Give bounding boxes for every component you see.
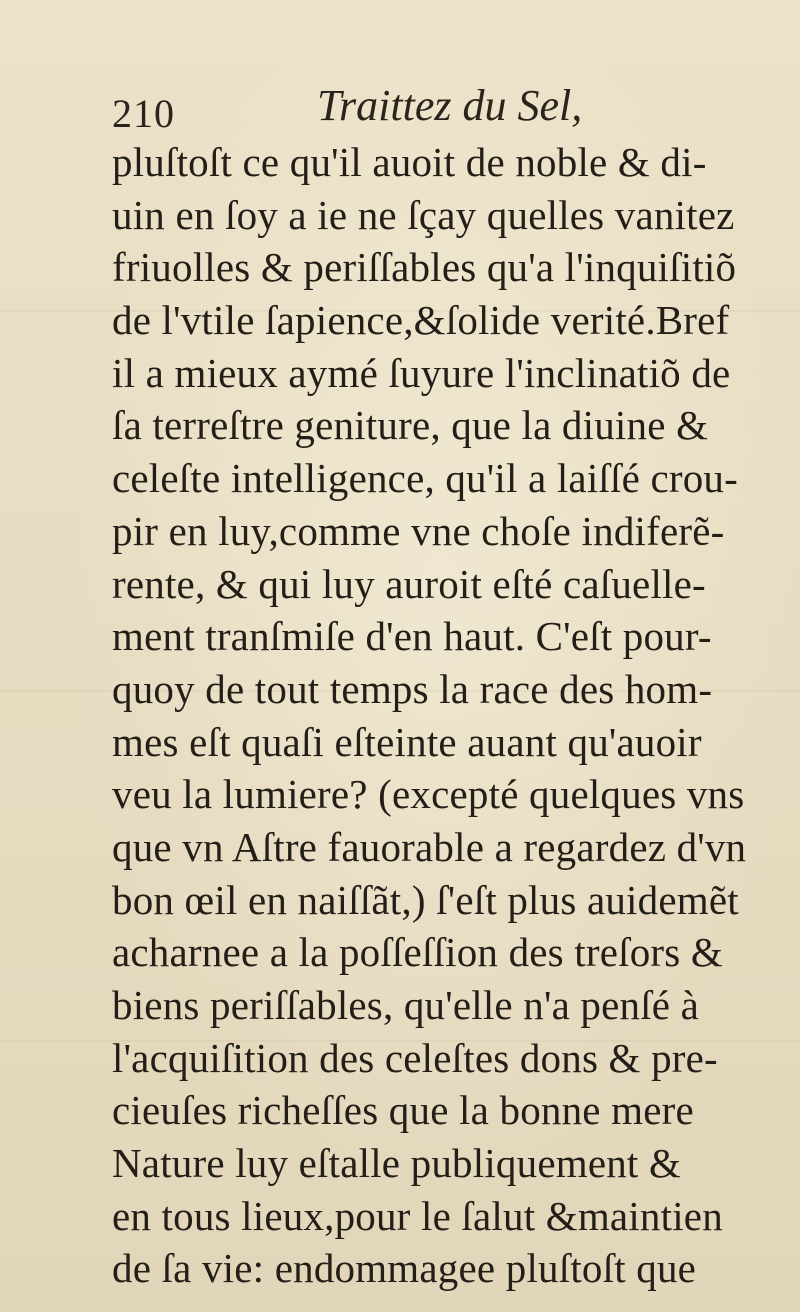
text-line: rente, & qui luy auroit eſté caſuelle-	[112, 560, 706, 607]
body-text	[112, 136, 762, 1295]
text-line: ment tranſmiſe d'en haut. C'eſt pour-	[112, 613, 712, 660]
text-line: de ſa vie: endommagee pluſtoſt que	[112, 1245, 697, 1292]
text-line: biens periſſables, qu'elle n'a penſé à	[112, 982, 700, 1028]
text-line: celeſte intelligence, qu'il a laiſſé crou-	[112, 455, 738, 502]
page-number: 210	[112, 91, 175, 136]
text-line: pluſtoſt ce qu'il auoit de noble & di-	[112, 139, 707, 185]
text-line: mes eſt quaſi eſteinte auant qu'auoir	[112, 718, 702, 765]
text-line: que vn Aſtre fauorable a regardez d'vn	[112, 823, 747, 870]
text-line: de l'vtile ſapience,&ſolide verité.Bref	[112, 297, 730, 344]
text-line: Nature luy eſtalle publiquement &	[112, 1140, 682, 1187]
text-line: uin en ſoy a ie ne ſçay quelles vanitez	[112, 191, 735, 238]
text-line: veu la lumiere? (excepté quelques vns	[112, 771, 745, 818]
text-line: cieuſes richeſſes que la bonne mere	[112, 1087, 694, 1134]
text-line: en tous lieux,pour le ſalut &maintien	[112, 1192, 723, 1239]
running-head: Traittez du Sel,	[317, 81, 583, 130]
page-header	[112, 80, 672, 136]
text-line: ſa terreſtre geniture, que la diuine &	[112, 402, 709, 449]
text-line: quoy de tout temps la race des hom-	[112, 665, 713, 712]
text-line: bon œil en naiſſãt,) ſ'eſt plus auidemẽt	[112, 876, 739, 923]
text-line: friuolles & periſſables qu'a l'inquiſitiõ	[112, 244, 737, 291]
text-line: pir en luy,comme vne choſe indiferẽ-	[112, 507, 725, 554]
text-line: il a mieux aymé ſuyure l'inclinatiõ de	[112, 349, 731, 396]
text-line: l'acquiſition des celeſtes dons & pre-	[112, 1034, 718, 1081]
text-line: acharnee a la poſſeſſion des treſors &	[112, 929, 723, 976]
